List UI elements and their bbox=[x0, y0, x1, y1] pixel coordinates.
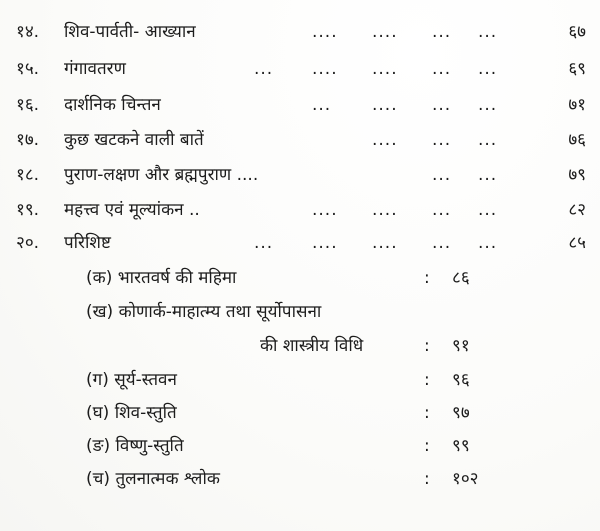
colon-separator: : bbox=[424, 336, 430, 356]
appendix-entry-gha bbox=[0, 397, 600, 429]
colon-separator: : bbox=[424, 268, 430, 288]
appendix-page-number: ९७ bbox=[452, 403, 470, 423]
toc-entry-16 bbox=[0, 89, 600, 121]
entry-title: पुराण-लक्षण और ब्रह्मपुराण .... bbox=[64, 165, 259, 185]
appendix-title: (क) भारतवर्ष की महिमा bbox=[86, 268, 237, 288]
leader-dots: ... bbox=[432, 200, 452, 220]
appendix-title: (च) तुलनात्मक श्लोक bbox=[86, 469, 220, 489]
entry-number: १४. bbox=[16, 22, 40, 42]
appendix-page-number: ९६ bbox=[452, 370, 470, 390]
leader-dots: .... bbox=[312, 200, 338, 220]
entry-title: परिशिष्ट bbox=[64, 233, 111, 253]
entry-title: शिव-पार्वती- आख्यान bbox=[64, 22, 196, 42]
leader-dots: ... bbox=[432, 130, 452, 150]
leader-dots: .... bbox=[372, 95, 398, 115]
entry-number: २०. bbox=[16, 233, 40, 253]
toc-entry-15 bbox=[0, 53, 600, 85]
leader-dots: .... bbox=[372, 233, 398, 253]
appendix-entry-cha bbox=[0, 463, 600, 495]
leader-dots: .... bbox=[372, 22, 398, 42]
leader-dots: ... bbox=[478, 130, 498, 150]
appendix-page-number: १०२ bbox=[452, 469, 479, 489]
appendix-title: (ख) कोणार्क-माहात्म्य तथा सूर्योपासना bbox=[86, 302, 322, 322]
leader-dots: ... bbox=[432, 22, 452, 42]
toc-entry-20 bbox=[0, 227, 600, 259]
appendix-title: (ग) सूर्य-स्तवन bbox=[86, 370, 177, 390]
appendix-entry-ga bbox=[0, 364, 600, 396]
appendix-entry-ka bbox=[0, 262, 600, 294]
entry-number: १७. bbox=[16, 130, 40, 150]
leader-dots: ... bbox=[478, 165, 498, 185]
leader-dots: .... bbox=[372, 59, 398, 79]
entry-page-number: ८५ bbox=[568, 233, 586, 253]
leader-dots: ... bbox=[432, 59, 452, 79]
appendix-entry-kha-continued bbox=[0, 330, 600, 362]
entry-page-number: ७९ bbox=[568, 165, 586, 185]
appendix-entry-kha bbox=[0, 296, 600, 328]
entry-page-number: ६७ bbox=[568, 22, 586, 42]
leader-dots: ... bbox=[478, 59, 498, 79]
leader-dots: ... bbox=[432, 165, 452, 185]
entry-page-number: ७१ bbox=[568, 95, 586, 115]
entry-number: १५. bbox=[16, 59, 40, 79]
leader-dots: ... bbox=[254, 233, 274, 253]
entry-title: गंगावतरण bbox=[64, 59, 126, 79]
entry-number: १६. bbox=[16, 95, 40, 115]
appendix-title-continued: की शास्त्रीय विधि bbox=[260, 336, 364, 356]
colon-separator: : bbox=[424, 469, 430, 489]
appendix-title: (ङ) विष्णु-स्तुति bbox=[86, 436, 184, 456]
leader-dots: ... bbox=[432, 233, 452, 253]
colon-separator: : bbox=[424, 403, 430, 423]
leader-dots: ... bbox=[478, 95, 498, 115]
leader-dots: .... bbox=[372, 200, 398, 220]
appendix-page-number: ९९ bbox=[452, 436, 470, 456]
leader-dots: .... bbox=[312, 59, 338, 79]
entry-title: दार्शनिक चिन्तन bbox=[64, 95, 161, 115]
colon-separator: : bbox=[424, 370, 430, 390]
leader-dots: .... bbox=[372, 130, 398, 150]
leader-dots: .... bbox=[312, 22, 338, 42]
colon-separator: : bbox=[424, 436, 430, 456]
appendix-title: (घ) शिव-स्तुति bbox=[86, 403, 177, 423]
appendix-page-number: ९१ bbox=[452, 336, 470, 356]
entry-title: कुछ खटकने वाली बातें bbox=[64, 130, 204, 150]
toc-entry-17 bbox=[0, 124, 600, 156]
leader-dots: ... bbox=[432, 95, 452, 115]
leader-dots: ... bbox=[254, 59, 274, 79]
leader-dots: ... bbox=[478, 233, 498, 253]
entry-page-number: ६९ bbox=[568, 59, 586, 79]
leader-dots: .... bbox=[312, 233, 338, 253]
leader-dots: ... bbox=[478, 200, 498, 220]
appendix-page-number: ८६ bbox=[452, 268, 470, 288]
toc-entry-14 bbox=[0, 16, 600, 48]
toc-entry-19 bbox=[0, 194, 600, 226]
entry-page-number: ८२ bbox=[568, 200, 586, 220]
entry-title: महत्त्व एवं मूल्यांकन .. bbox=[64, 200, 200, 220]
leader-dots: ... bbox=[478, 22, 498, 42]
leader-dots: ... bbox=[312, 95, 332, 115]
toc-entry-18 bbox=[0, 159, 600, 191]
entry-number: १८. bbox=[16, 165, 40, 185]
appendix-entry-nga bbox=[0, 430, 600, 462]
entry-page-number: ७६ bbox=[568, 130, 586, 150]
entry-number: १९. bbox=[16, 200, 40, 220]
